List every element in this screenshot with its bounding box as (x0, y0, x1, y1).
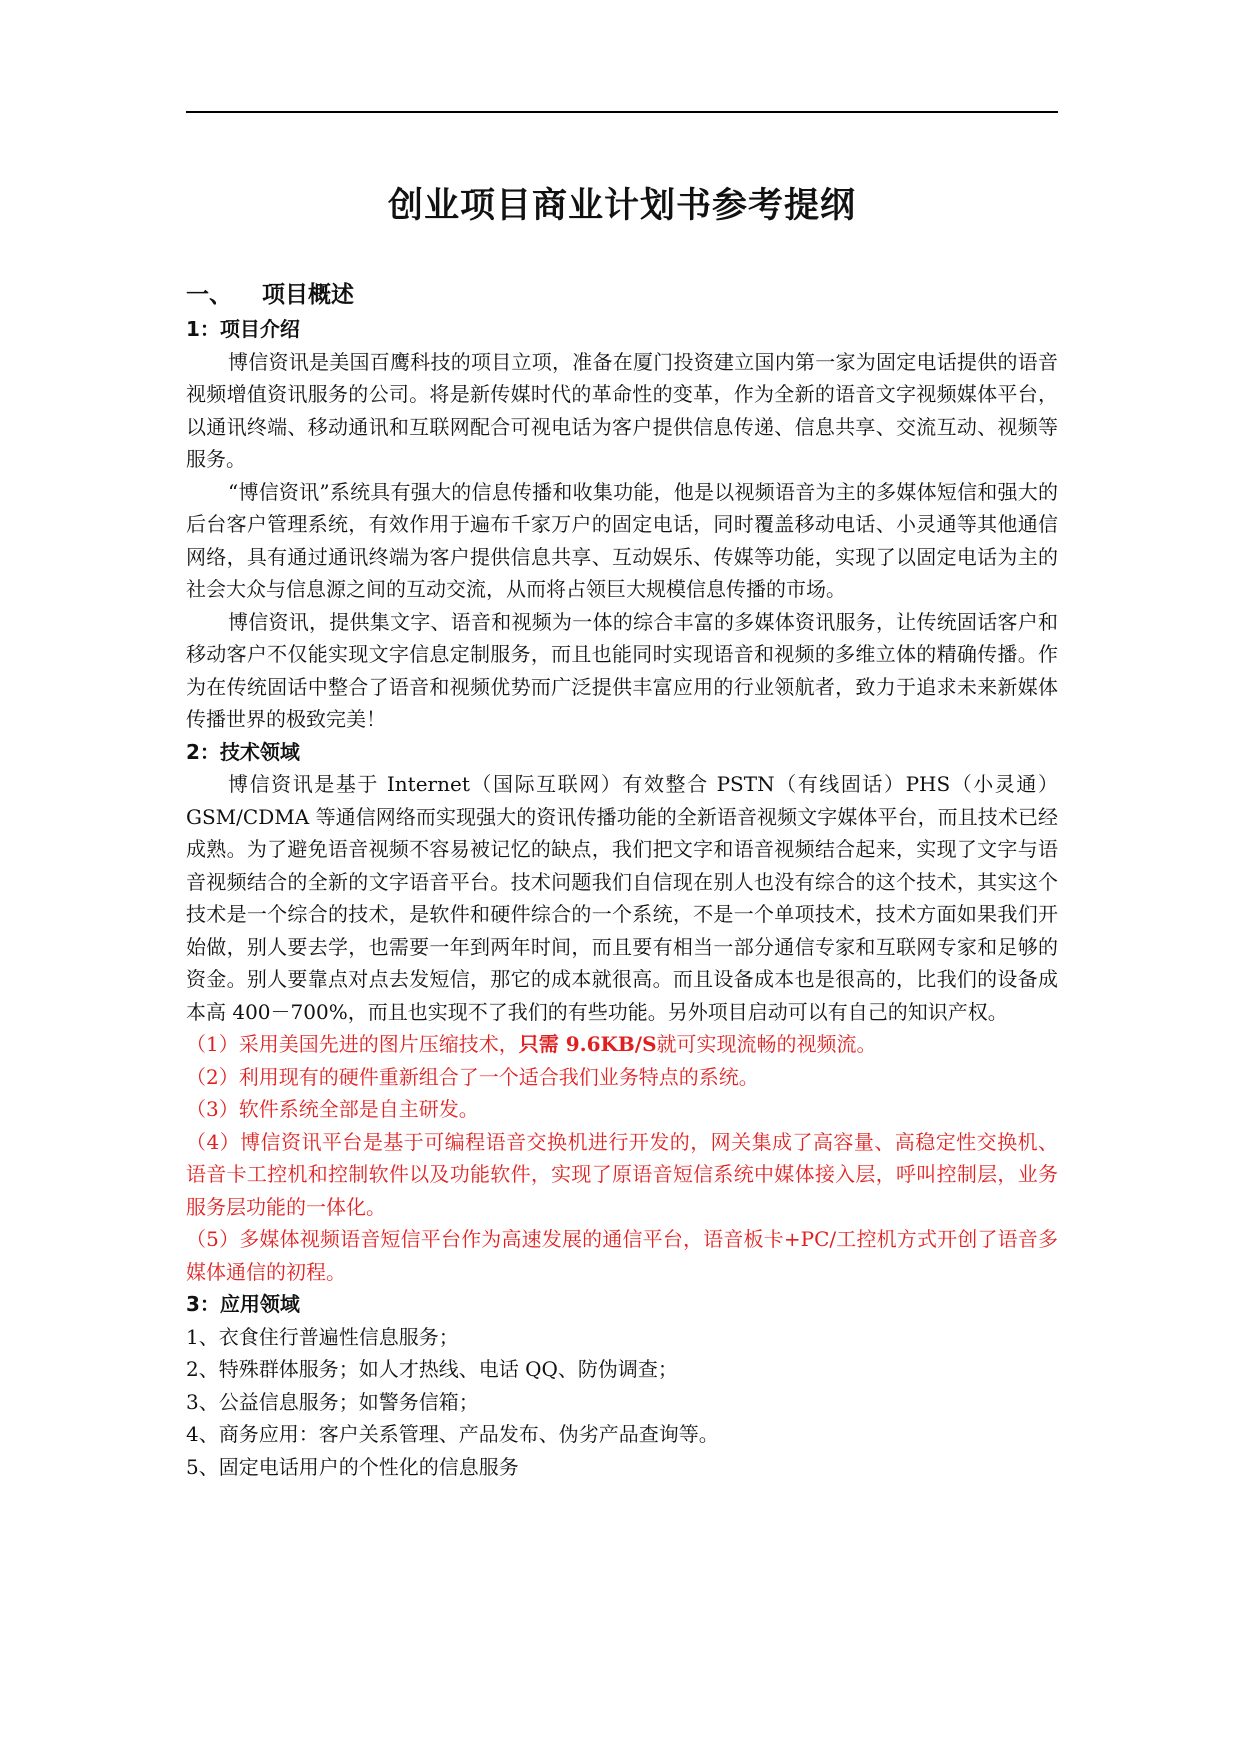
tech-point-3: （3）软件系统全部是自主研发。 (186, 1097, 479, 1121)
application-item: 2、特殊群体服务；如人才热线、电话 QQ、防伪调查； (186, 1357, 678, 1381)
tech-point-text: 就可实现流畅的视频流。 (656, 1032, 877, 1056)
intro-paragraph: “博信资讯”系统具有强大的信息传播和收集功能，他是以视频语音为主的多媒体短信和强大的后台客户管理系统，有效作用于遍布千家万户的固定电话，同时覆盖移动电话、小灵通等其他通信网络，具有通过通讯终端为客户提供信息共享、互动娱乐、传媒等功能，实现了以固定电话为主的社会大众与信息源之间的互动交流，从而将占领巨大规模信息传播的市场。 (186, 479, 1058, 601)
tech-point-text: （1）采用美国先进的图片压缩技术， (186, 1032, 519, 1056)
header-rule (186, 111, 1058, 113)
tech-point-4: （4）博信资讯平台是基于可编程语音交换机进行开发的，网关集成了高容量、高稳定性交换机、语音卡工控机和控制软件以及功能软件，实现了原语音短信系统中媒体接入层，呼叫控制层，业务服务层功能的一体化。 (186, 1129, 1058, 1219)
subheading-intro: 1：项目介绍 (186, 317, 300, 341)
application-item: 5、固定电话用户的个性化的信息服务 (186, 1454, 519, 1479)
application-item: 3、公益信息服务；如警务信箱； (186, 1389, 479, 1414)
application-item: 1、衣食住行普遍性信息服务； (186, 1324, 459, 1349)
document-title: 创业项目商业计划书参考提纲 (387, 186, 856, 226)
section-heading (186, 277, 1058, 313)
tech-point-5: （5）多媒体视频语音短信平台作为高速发展的通信平台，语音板卡+PC/工控机方式开创了语音多媒体通信的初程。 (186, 1227, 1058, 1284)
subheading-applications: 3：应用领域 (186, 1292, 300, 1316)
section-number: 一、 (186, 282, 232, 308)
section-title: 项目概述 (262, 282, 354, 308)
tech-point-2: （2）利用现有的硬件重新组合了一个适合我们业务特点的系统。 (186, 1064, 759, 1089)
intro-paragraph: 博信资讯是美国百鹰科技的项目立项，准备在厦门投资建立国内第一家为固定电话提供的语音视频增值资讯服务的公司。将是新传媒时代的革命性的变革，作为全新的语音文字视频媒体平台，以通讯终端、移动通讯和互联网配合可视电话为客户提供信息传递、信息共享、交流互动、视频等服务。 (186, 349, 1058, 471)
tech-point-emphasis: 只需 9.6KB/S (518, 1032, 657, 1056)
tech-paragraph: 博信资讯是基于 Internet（国际互联网）有效整合 PSTN（有线固话）PHS（小灵通）GSM/CDMA 等通信网络而实现强大的资讯传播功能的全新语音视频文字媒体平台，而且技术已经成熟。为了避免语音视频不容易被记忆的缺点，我们把文字和语音视频结合起来，实现了文字与语音视频结合的全新的文字语音平台。技术问题我们自信现在别人也没有综合的这个技术，其实这个技术是一个综合的技术，是软件和硬件综合的一个系统，不是一个单项技术，技术方面如果我们开始做，别人要去学，也需要一年到两年时间，而且要有相当一部分通信专家和互联网专家和足够的资金。别人要靠点对点去发短信，那它的成本就很高。而且设备成本也是很高的，比我们的设备成本高 400－700%，而且也实现不了我们的有些功能。另外项目启动可以有自己的知识产权。 (186, 772, 1058, 1024)
intro-paragraph: 博信资讯，提供集文字、语音和视频为一体的综合丰富的多媒体资讯服务，让传统固话客户和移动客户不仅能实现文字信息定制服务，而且也能同时实现语音和视频的多维立体的精确传播。作为在传统固话中整合了语音和视频优势而广泛提供丰富应用的行业领航者，致力于追求未来新媒体传播世界的极致完美！ (186, 609, 1058, 731)
document-body (186, 277, 1058, 1483)
application-item: 4、商务应用：客户关系管理、产品发布、伪劣产品查询等。 (186, 1422, 719, 1446)
subheading-tech: 2：技术领域 (186, 739, 300, 764)
tech-point-1 (186, 1028, 1058, 1061)
